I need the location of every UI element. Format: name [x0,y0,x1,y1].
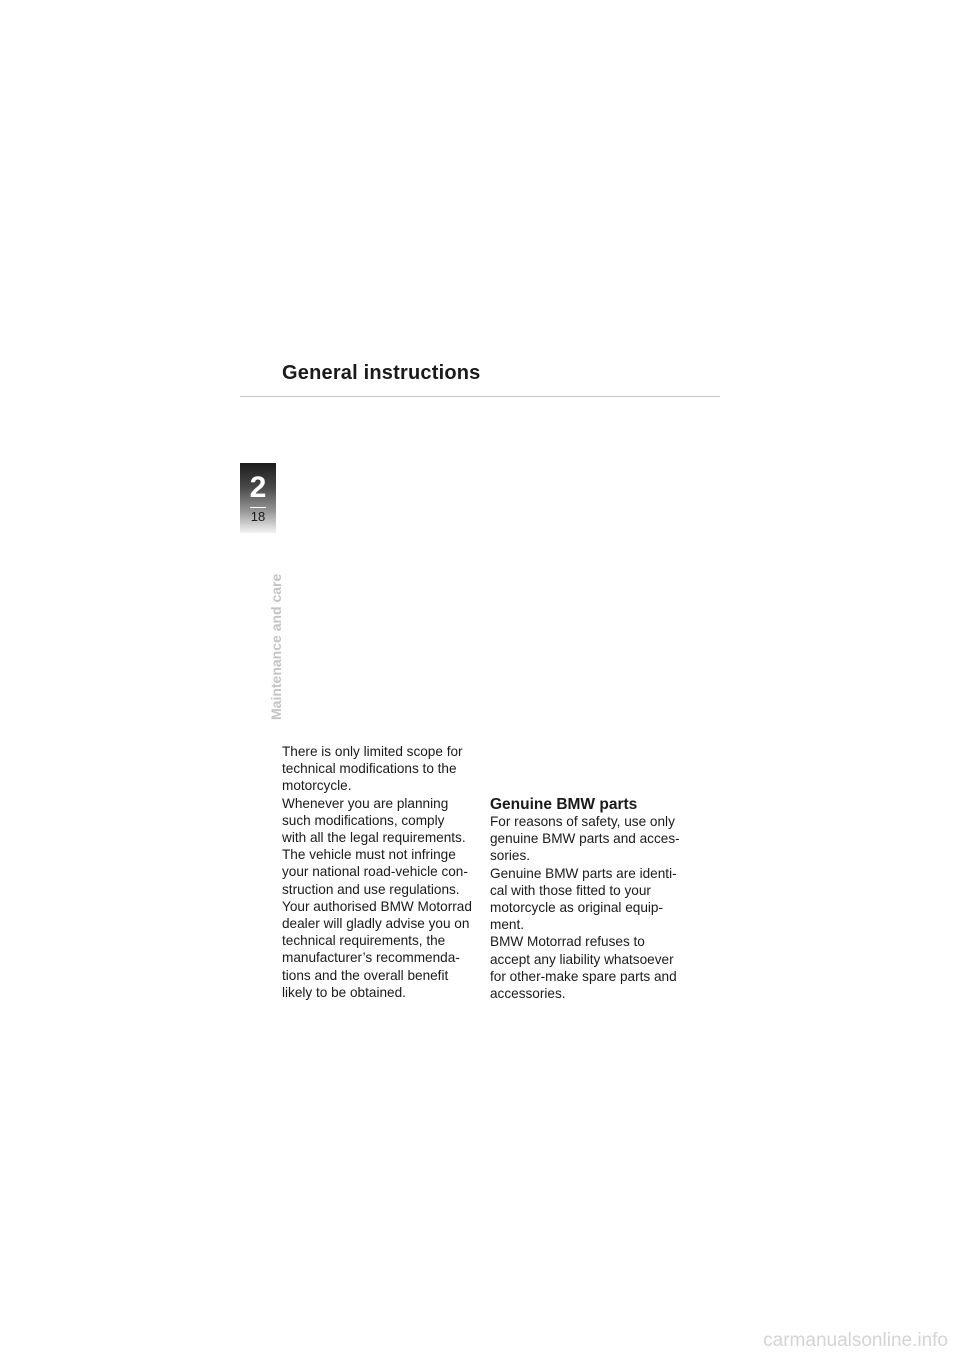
chapter-number: 2 [249,471,267,504]
text-line: BMW Motorrad refuses to [490,934,645,950]
text-line: struction and use regulations. [282,881,460,897]
page-title: General instructions [282,362,481,384]
text-line: cal with those fitted to your [490,882,651,898]
text-line: tions and the overall benefit [282,967,449,983]
text-line: your national road-vehicle con- [282,864,468,880]
section-label: Maintenance and care [268,573,284,720]
text-line: likely to be obtained. [282,984,406,1000]
page-number: 18 [250,509,266,524]
chapter-tab [240,463,276,533]
text-line: Whenever you are planning [282,795,449,811]
text-line: sories. [490,848,531,864]
text-line: for other-make spare parts and [490,968,677,984]
text-line: ment. [490,917,524,933]
text-line: motorcycle. [282,778,352,794]
text-line: Your authorised BMW Motorrad [282,898,472,914]
chapter-divider [250,507,266,508]
right-column [490,796,700,1002]
section-heading: Genuine BMW parts [490,796,638,813]
text-line: manufacturer’s recommenda- [282,950,460,966]
text-line: technical modifications to the [282,761,457,777]
text-line: accessories. [490,986,566,1002]
text-line: For reasons of safety, use only [490,814,675,829]
text-line: such modifications, comply [282,812,445,828]
watermark: carmanualsonline.info [763,1330,948,1351]
text-line: accept any liability whatsoever [490,951,674,967]
text-line: genuine BMW parts and acces- [490,831,680,847]
text-line: dealer will gladly advise you on [282,916,470,932]
text-line: There is only limited scope for [282,744,463,759]
text-line: motorcycle as original equip- [490,900,664,916]
title-divider [240,396,720,397]
text-line: technical requirements, the [282,933,446,949]
text-line: Genuine BMW parts are identi- [490,865,677,881]
text-line: with all the legal requirements. [282,830,466,846]
left-column [282,743,482,1001]
text-line: The vehicle must not infringe [282,847,456,863]
